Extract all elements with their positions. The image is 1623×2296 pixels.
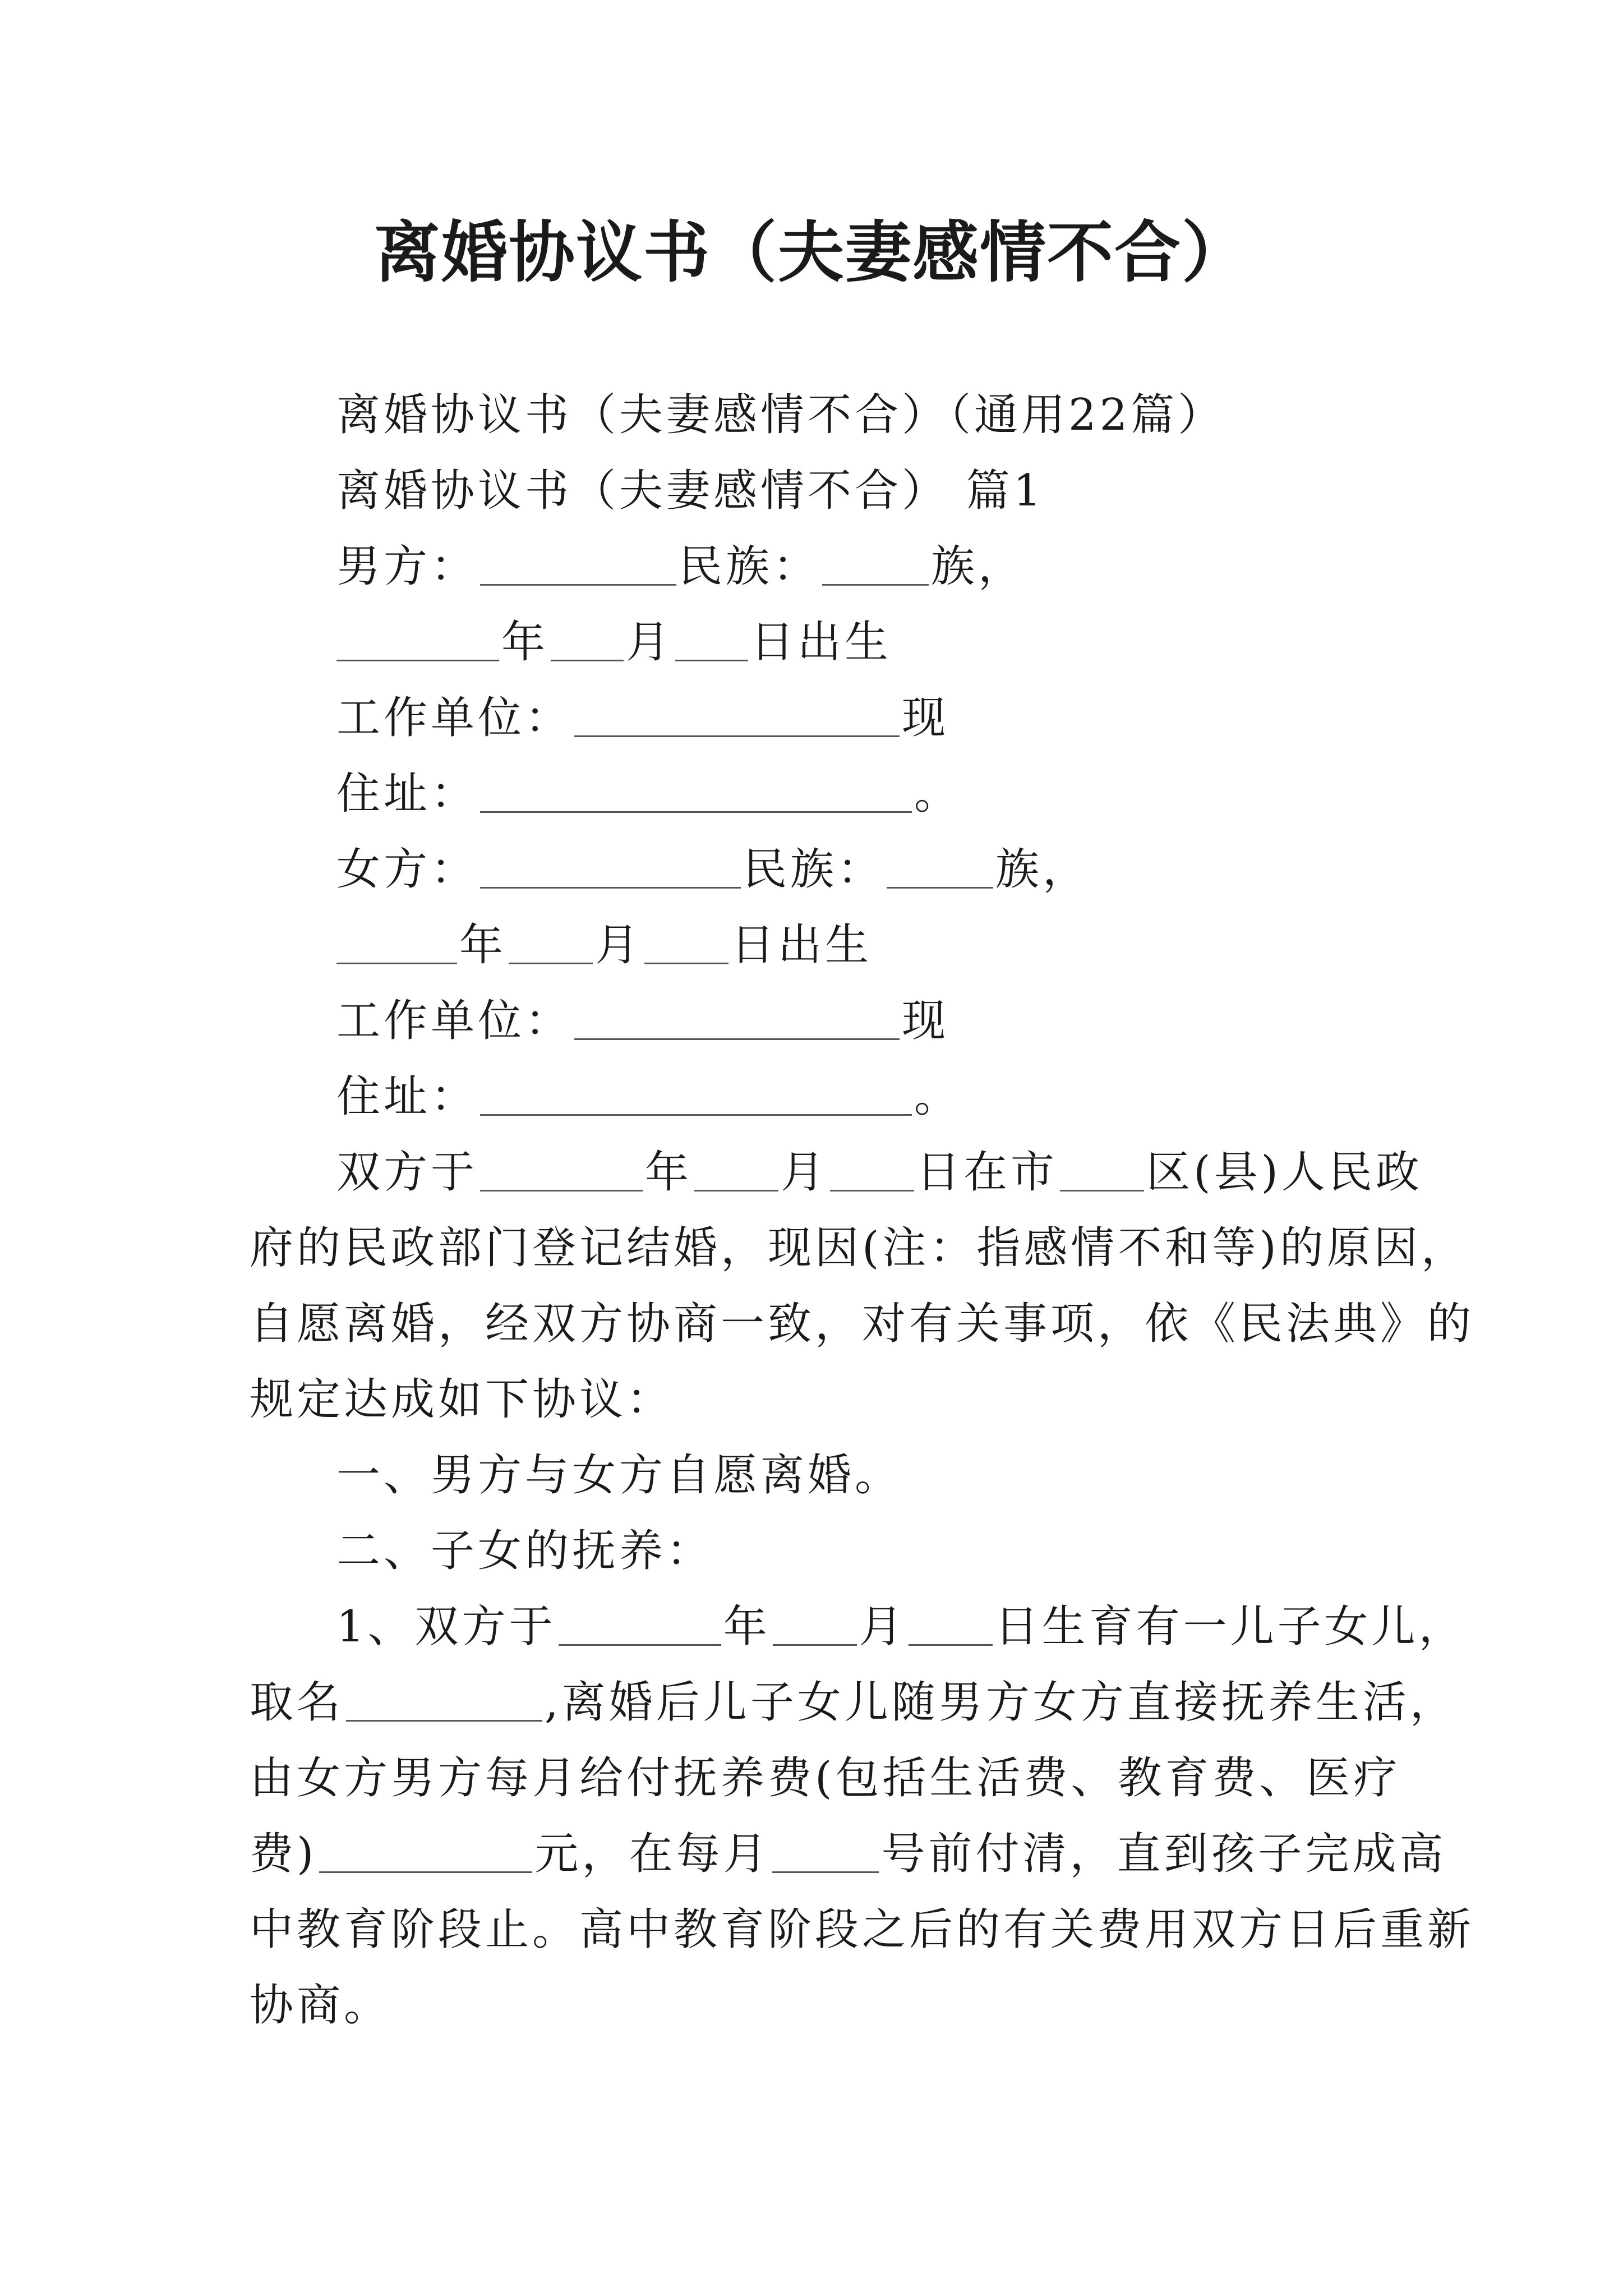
child-line-1	[336, 1599, 1466, 1655]
male-address-line	[336, 766, 961, 822]
fee-mid: 元，在每月	[534, 1829, 771, 1879]
year-label: 年	[723, 1602, 771, 1652]
district-label: 区(县)人民政	[1146, 1147, 1423, 1198]
section-heading: 离婚协议书（夫妻感情不合） 篇1	[336, 466, 1045, 516]
male-name-line	[336, 539, 1025, 595]
female-name-label: 女方：	[336, 844, 478, 895]
male-work-blank[interactable]	[574, 696, 900, 737]
current-label: 现	[902, 996, 949, 1046]
female-address-blank[interactable]	[480, 1075, 912, 1116]
marriage-line-2: 府的民政部门登记结婚，现因(注：指感情不和等)的原因，	[250, 1223, 1468, 1273]
month-label: 月	[595, 920, 643, 970]
female-work-blank[interactable]	[574, 999, 900, 1040]
child-birth-end: 日生育有一儿子女儿，	[994, 1602, 1466, 1652]
marriage-line-4: 规定达成如下协议：	[250, 1374, 674, 1425]
fee-label: 费)	[250, 1829, 317, 1879]
female-birth-month-blank[interactable]	[509, 923, 593, 964]
child-line-4	[250, 1826, 1446, 1882]
day-city-label: 日在市	[916, 1147, 1058, 1198]
female-ethnicity-blank[interactable]	[887, 848, 993, 889]
child-name-label: 取名	[250, 1677, 344, 1728]
child-birth-day-blank[interactable]	[909, 1605, 993, 1646]
child-line-5: 中教育阶段止。高中教育阶段之后的有关费用双方日后重新	[250, 1904, 1475, 1955]
male-ethnicity-suffix: 族，	[931, 541, 1026, 592]
male-birth-day-blank[interactable]	[675, 620, 748, 661]
birth-suffix: 日出生	[750, 617, 892, 668]
male-name-blank[interactable]	[480, 545, 676, 586]
document-title: 离婚协议书（夫妻感情不合）	[374, 214, 1249, 291]
female-birth-day-blank[interactable]	[644, 923, 728, 964]
male-ethnicity-blank[interactable]	[822, 545, 929, 586]
clause-2-heading: 二、子女的抚养：	[336, 1526, 714, 1576]
male-birth-month-blank[interactable]	[551, 620, 624, 661]
child-birth-year-blank[interactable]	[559, 1605, 721, 1646]
male-work-line	[336, 690, 949, 746]
male-address-blank[interactable]	[480, 772, 912, 813]
male-work-label: 工作单位：	[336, 693, 573, 743]
document-subtitle: 离婚协议书（夫妻感情不合）（通用22篇）	[336, 390, 1225, 440]
marriage-month-blank[interactable]	[694, 1151, 778, 1191]
child-line-6: 协商。	[250, 1980, 391, 2031]
male-name-label: 男方：	[336, 541, 478, 592]
birth-suffix: 日出生	[731, 920, 873, 970]
female-work-label: 工作单位：	[336, 996, 573, 1046]
child-line-2-rest: ,离婚后儿子女儿随男方女方直接抚养生活，	[545, 1677, 1457, 1728]
female-work-line	[336, 993, 949, 1049]
female-address-line	[336, 1069, 961, 1125]
marriage-year-blank[interactable]	[480, 1151, 643, 1191]
female-ethnicity-label: 民族：	[743, 844, 885, 895]
female-ethnicity-suffix: 族，	[995, 844, 1090, 895]
period: 。	[914, 769, 962, 819]
female-name-blank[interactable]	[480, 848, 741, 889]
male-birth-line	[336, 614, 892, 670]
month-label: 月	[859, 1602, 906, 1652]
fee-day-blank[interactable]	[772, 1832, 879, 1873]
child-name-blank[interactable]	[346, 1681, 542, 1722]
female-name-line	[336, 841, 1090, 898]
child-line-3: 由女方男方每月给付抚养费(包括生活费、教育费、医疗	[250, 1753, 1401, 1803]
marriage-line-3: 自愿离婚，经双方协商一致，对有关事项，依《民法典》的	[250, 1299, 1475, 1349]
current-label: 现	[902, 693, 949, 743]
female-birth-line	[336, 917, 872, 973]
male-ethnicity-label: 民族：	[679, 541, 820, 592]
month-label: 月	[781, 1147, 828, 1198]
child-birth-month-blank[interactable]	[773, 1605, 857, 1646]
fee-amount-blank[interactable]	[319, 1832, 532, 1873]
male-address-label: 住址：	[336, 769, 478, 819]
year-label: 年	[645, 1147, 693, 1198]
month-label: 月	[626, 617, 674, 668]
year-label: 年	[459, 920, 507, 970]
child-start: 1、双方于	[336, 1602, 556, 1652]
male-birth-year-blank[interactable]	[336, 620, 499, 661]
marriage-start: 双方于	[336, 1147, 478, 1198]
period: 。	[914, 1071, 962, 1122]
year-label: 年	[501, 617, 549, 668]
clause-1: 一、男方与女方自愿离婚。	[336, 1450, 902, 1501]
child-line-2	[250, 1674, 1457, 1731]
fee-end: 号前付清，直到孩子完成高	[881, 1829, 1447, 1879]
marriage-line-1	[336, 1144, 1423, 1200]
female-birth-year-blank[interactable]	[336, 923, 457, 964]
female-address-label: 住址：	[336, 1071, 478, 1122]
marriage-district-blank[interactable]	[1060, 1151, 1144, 1191]
marriage-day-blank[interactable]	[830, 1151, 914, 1191]
